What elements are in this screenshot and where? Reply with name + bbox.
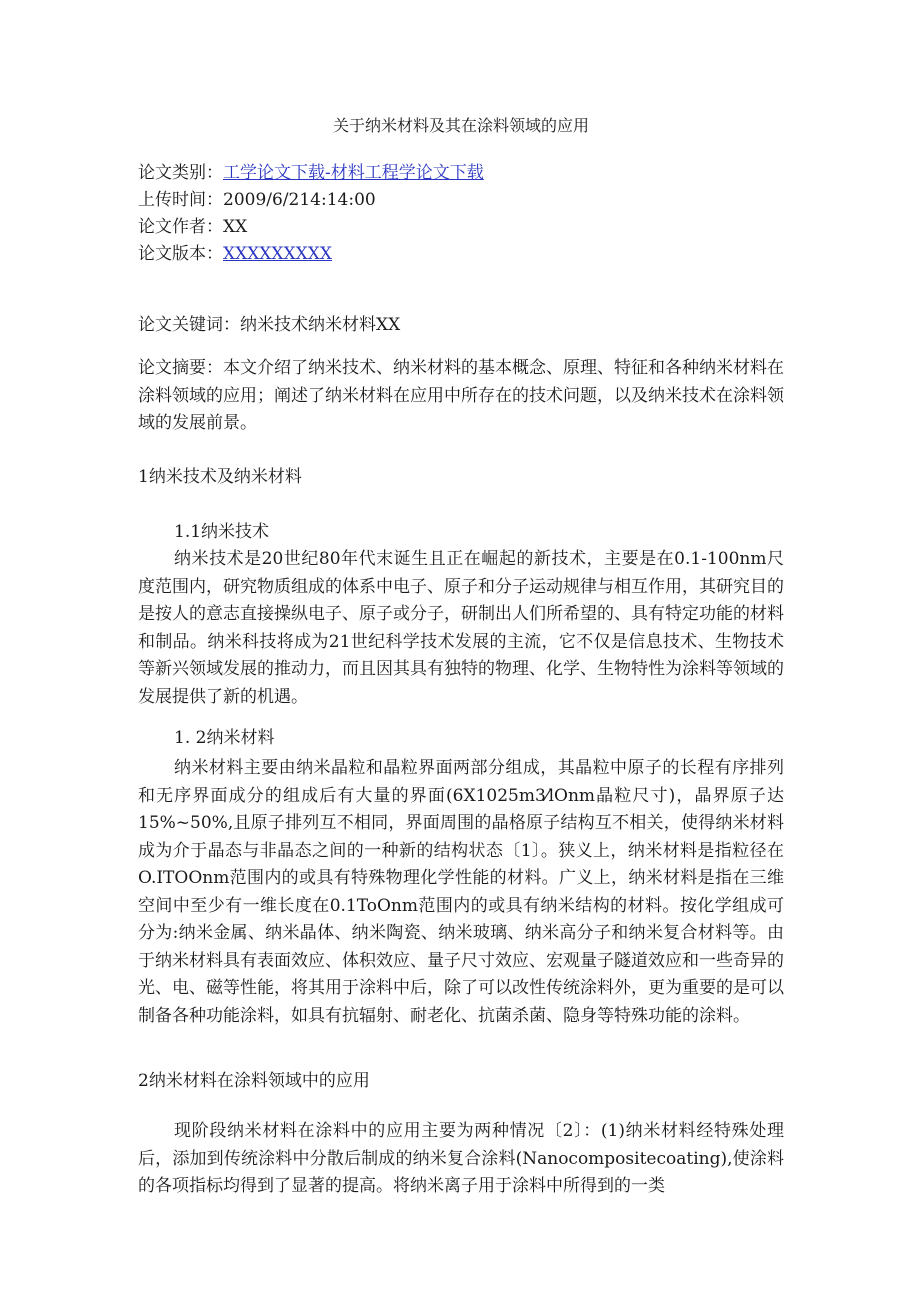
meta-author-value: XX [223,217,248,237]
section-1-1-heading: 1.1纳米技术 [174,522,270,542]
document-title: 关于纳米材料及其在涂料领域的应用 [332,116,589,135]
category-link-materials[interactable]: 材料工程学论文下载 [330,163,484,183]
abstract: 论文摘要：本文介绍了纳米技术、纳米材料的基本概念、原理、特征和各种纳米材料在涂料领域的应用；阐述了纳米材料在应用中所存在的技术问题，以及纳米技术在涂料领域的发展前景。 [138,358,784,433]
section-1-1-body: 纳米技术是20世纪80年代末诞生且正在崛起的新技术，主要是在0.1-100nm尺度范围内，研究物质组成的体系中电子、原子和分子运动规律与相互作用，其研究目的是按人的意志直接操纵电子、原子或分子，研制出人们所希望的、具有特定功能的材料和制品。纳米科技将成为21世纪科学技术发展的主流，它不仅是信息技术、生物技术等新兴领域发展的推动力，而且因其具有独特的物理、化学、生物特性为涂料等领域的发展提供了新的机遇。 [138,549,784,707]
meta-version-row [138,241,784,268]
meta-upload-value: 2009/6/214:14:00 [223,190,376,210]
meta-category-label: 论文类别： [138,163,223,183]
category-link-engineering[interactable]: 工学论文下载 [223,163,325,183]
keywords: 论文关键词：纳米技术纳米材料XX [138,315,401,335]
section-1-heading: 1纳米技术及纳米材料 [138,467,302,487]
section-2-body: 现阶段纳米材料在涂料中的应用主要为两种情况〔2〕：(1)纳米材料经特殊处理后，添加到传统涂料中分散后制成的纳米复合涂料(Nanocompositecoating),使涂料的各项指标均得到了显著的提高。将纳米离子用于涂料中所得到的一类 [138,1121,784,1196]
category-separator: - [325,163,331,183]
section-2-heading: 2纳米材料在涂料领域中的应用 [138,1071,370,1091]
meta-author-label: 论文作者： [138,217,223,237]
meta-category-row [138,160,784,187]
section-1-2-heading: 1. 2纳米材料 [174,728,275,748]
section-1-2-body: 纳米材料主要由纳米晶粒和晶粒界面两部分组成，其晶粒中原子的长程有序排列和无序界面成分的组成后有大量的界面(6X1025m3⁄lOnm晶粒尺寸)，晶界原子达15%~50%,且原子排列互不相同，界面周围的晶格原子结构互不相关，使得纳米材料成为介于晶态与非晶态之间的一种新的结构状态〔1〕。狭义上，纳米材料是指粒径在O.ITOOnm范围内的或具有特殊物理化学性能的材料。广义上，纳米材料是指在三维空间中至少有一维长度在0.1ToOnm范围内的或具有纳米结构的材料。按化学组成可分为:纳米金属、纳米晶体、纳米陶瓷、纳米玻璃、纳米高分子和纳米复合材料等。由于纳米材料具有表面效应、体积效应、量子尺寸效应、宏观量子隧道效应和一些奇异的光、电、磁等性能，将其用于涂料中后，除了可以改性传统涂料外，更为重要的是可以制备各种功能涂料，如具有抗辐射、耐老化、抗菌杀菌、隐身等特殊功能的涂料。 [138,758,784,1026]
paper-meta [138,160,784,268]
version-link[interactable]: XXXXXXXXX [223,244,332,264]
meta-upload-row [138,187,784,214]
meta-upload-label: 上传时间： [138,190,223,210]
meta-author-row [138,214,784,241]
meta-version-label: 论文版本： [138,244,223,264]
